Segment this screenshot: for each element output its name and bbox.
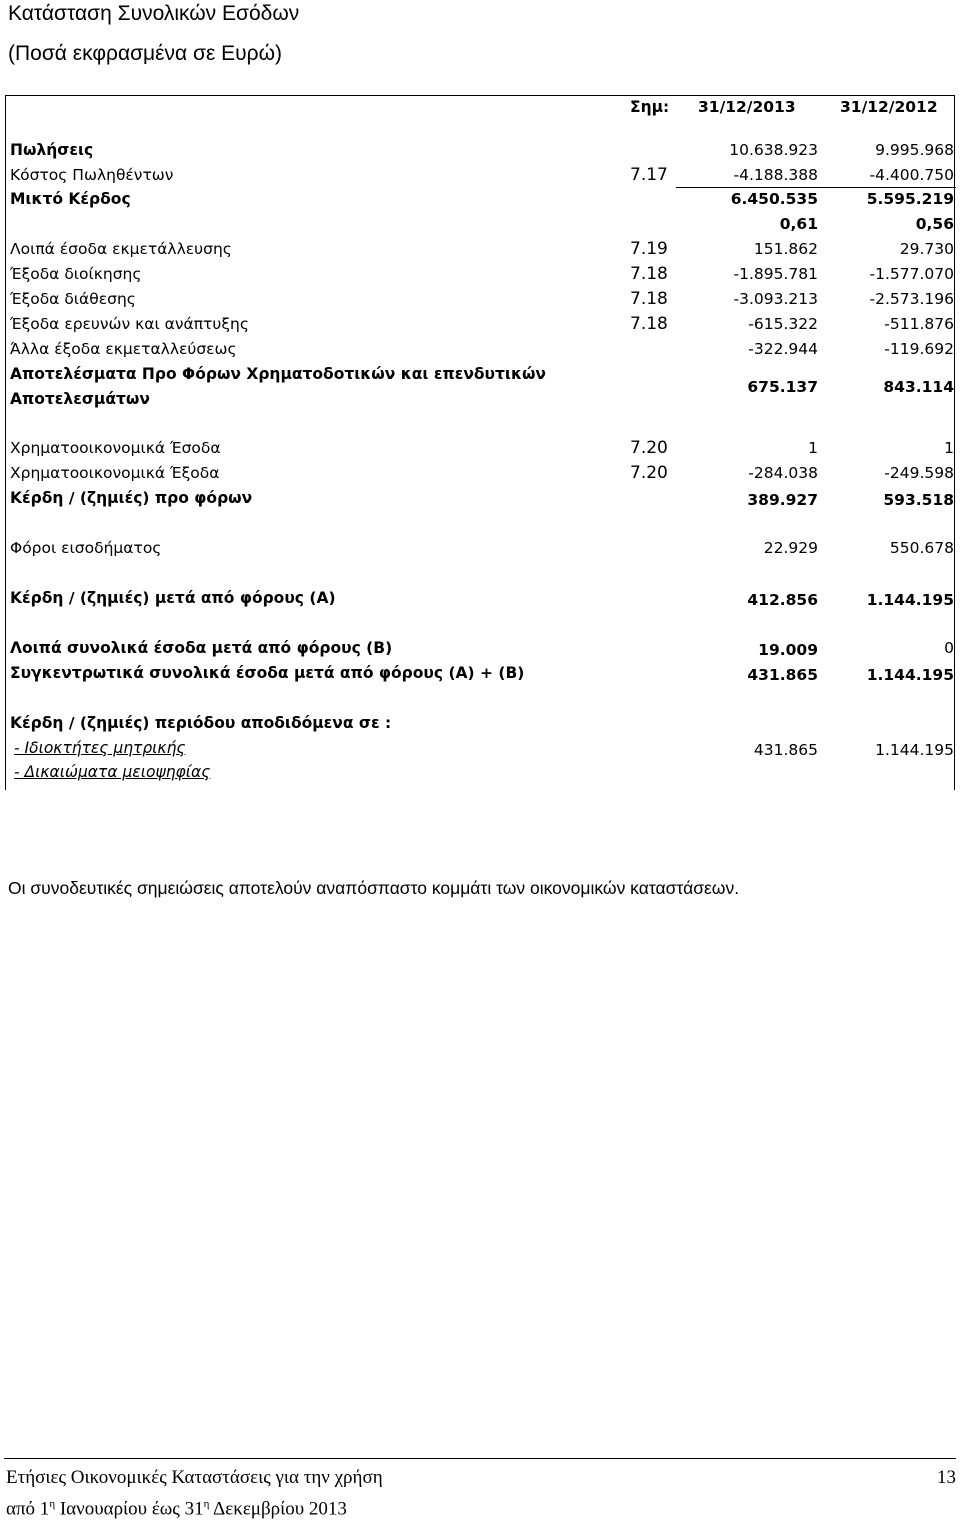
row-value-2013: -1.895.781 <box>733 265 818 283</box>
row-value-2013: -284.038 <box>748 464 818 482</box>
row-label: Χρηματοοικονομικά Έσοδα <box>10 439 221 457</box>
row-note: 7.20 <box>630 438 668 458</box>
col-header-2013: 31/12/2013 <box>698 98 796 116</box>
row-value-2013: 389.927 <box>747 491 818 509</box>
row-value-2012: -119.692 <box>884 340 954 358</box>
row-value-2012: 0 <box>944 639 954 657</box>
row-label: Πωλήσεις <box>10 141 94 159</box>
row-value-2012: 1.144.195 <box>875 741 954 759</box>
row-note: 7.20 <box>630 463 668 483</box>
row-value-2013: 0,61 <box>779 215 818 233</box>
row-label: Κόστος Πωληθέντων <box>10 166 174 184</box>
row-label: Έξοδα διάθεσης <box>10 290 136 308</box>
row-value-2013: -322.944 <box>748 340 818 358</box>
row-label: - Ιδιοκτήτες μητρικής <box>14 739 186 757</box>
row-value-2013: 431.865 <box>753 741 818 759</box>
row-note: 7.18 <box>630 289 668 309</box>
row-value-2012: -2.573.196 <box>869 290 954 308</box>
row-note: 7.19 <box>630 239 668 259</box>
page-subtitle: (Ποσά εκφρασμένα σε Ευρώ) <box>8 42 282 65</box>
row-value-2012: -1.577.070 <box>869 265 954 283</box>
row-value-2012: 0,56 <box>915 215 954 233</box>
row-label: Έξοδα διοίκησης <box>10 265 142 283</box>
row-value-2012: -511.876 <box>884 315 954 333</box>
row-value-2012: 550.678 <box>889 539 954 557</box>
row-label: Λοιπά έσοδα εκμετάλλευσης <box>10 240 232 258</box>
row-label: Κέρδη / (ζημιές) προ φόρων <box>10 489 253 507</box>
page-title: Κατάσταση Συνολικών Εσόδων <box>8 2 300 25</box>
row-label: Αποτελέσματα Προ Φόρων Χρηματοδοτικών και επενδυτικών <box>10 365 546 383</box>
row-label: - Δικαιώματα μειοψηφίας <box>14 763 211 781</box>
row-value-2013: 10.638.923 <box>729 141 818 159</box>
row-value-2012: 29.730 <box>899 240 954 258</box>
row-label: Άλλα έξοδα εκμεταλλεύσεως <box>10 340 237 358</box>
row-value-2012: -4.400.750 <box>869 166 954 184</box>
row-value-2013: 151.862 <box>753 240 818 258</box>
row-label-continued: Αποτελεσμάτων <box>10 390 150 408</box>
row-label: Μικτό Κέρδος <box>10 190 131 208</box>
row-value-2012: 9.995.968 <box>875 141 954 159</box>
row-value-2013: 1 <box>808 439 818 457</box>
row-value-2013: 19.009 <box>758 641 818 659</box>
row-label: Κέρδη / (ζημιές) περιόδου αποδιδόμενα σε : <box>10 714 392 732</box>
row-value-2013: 412.856 <box>747 591 818 609</box>
row-note: 7.17 <box>630 165 668 185</box>
row-label: Χρηματοοικονομικά Έξοδα <box>10 464 220 482</box>
row-label: Φόροι εισοδήματος <box>10 539 162 557</box>
row-label: Κέρδη / (ζημιές) μετά από φόρους (Α) <box>10 589 336 607</box>
row-value-2012: 1.144.195 <box>866 666 954 684</box>
page-number: 13 <box>937 1467 956 1488</box>
row-label: Λοιπά συνολικά έσοδα μετά από φόρους (Β) <box>10 639 393 657</box>
row-value-2013: 6.450.535 <box>730 190 818 208</box>
row-label: Έξοδα ερευνών και ανάπτυξης <box>10 315 249 333</box>
row-value-2013: -615.322 <box>748 315 818 333</box>
row-value-2012: 843.114 <box>883 378 954 396</box>
col-header-2012: 31/12/2012 <box>840 98 938 116</box>
subtotal-rule <box>676 187 956 188</box>
footer-divider <box>4 1458 956 1459</box>
row-value-2012: 593.518 <box>883 491 954 509</box>
row-value-2012: 1 <box>944 439 954 457</box>
footer-line1: Ετήσιες Οικονομικές Καταστάσεις για την χρήση <box>6 1467 383 1488</box>
row-note: 7.18 <box>630 264 668 284</box>
footer-line2: από $1^\eta$ Ιανουαρίου έως $31^\eta$ Δεκεμβρίου 2013 <box>6 1498 347 1520</box>
row-label: Συγκεντρωτικά συνολικά έσοδα μετά από φόρους (Α) + (Β) <box>10 664 525 682</box>
row-value-2013: -4.188.388 <box>733 166 818 184</box>
row-value-2012: -249.598 <box>884 464 954 482</box>
row-value-2012: 5.595.219 <box>866 190 954 208</box>
row-value-2013: 431.865 <box>747 666 818 684</box>
notes-statement: Οι συνοδευτικές σημειώσεις αποτελούν αναπόσπαστο κομμάτι των οικονομικών καταστάσεων. <box>8 878 740 898</box>
col-header-note: Σημ: <box>630 98 670 116</box>
row-value-2013: 675.137 <box>747 378 818 396</box>
row-value-2012: 1.144.195 <box>866 591 954 609</box>
row-value-2013: 22.929 <box>763 539 818 557</box>
row-value-2013: -3.093.213 <box>733 290 818 308</box>
row-note: 7.18 <box>630 314 668 334</box>
